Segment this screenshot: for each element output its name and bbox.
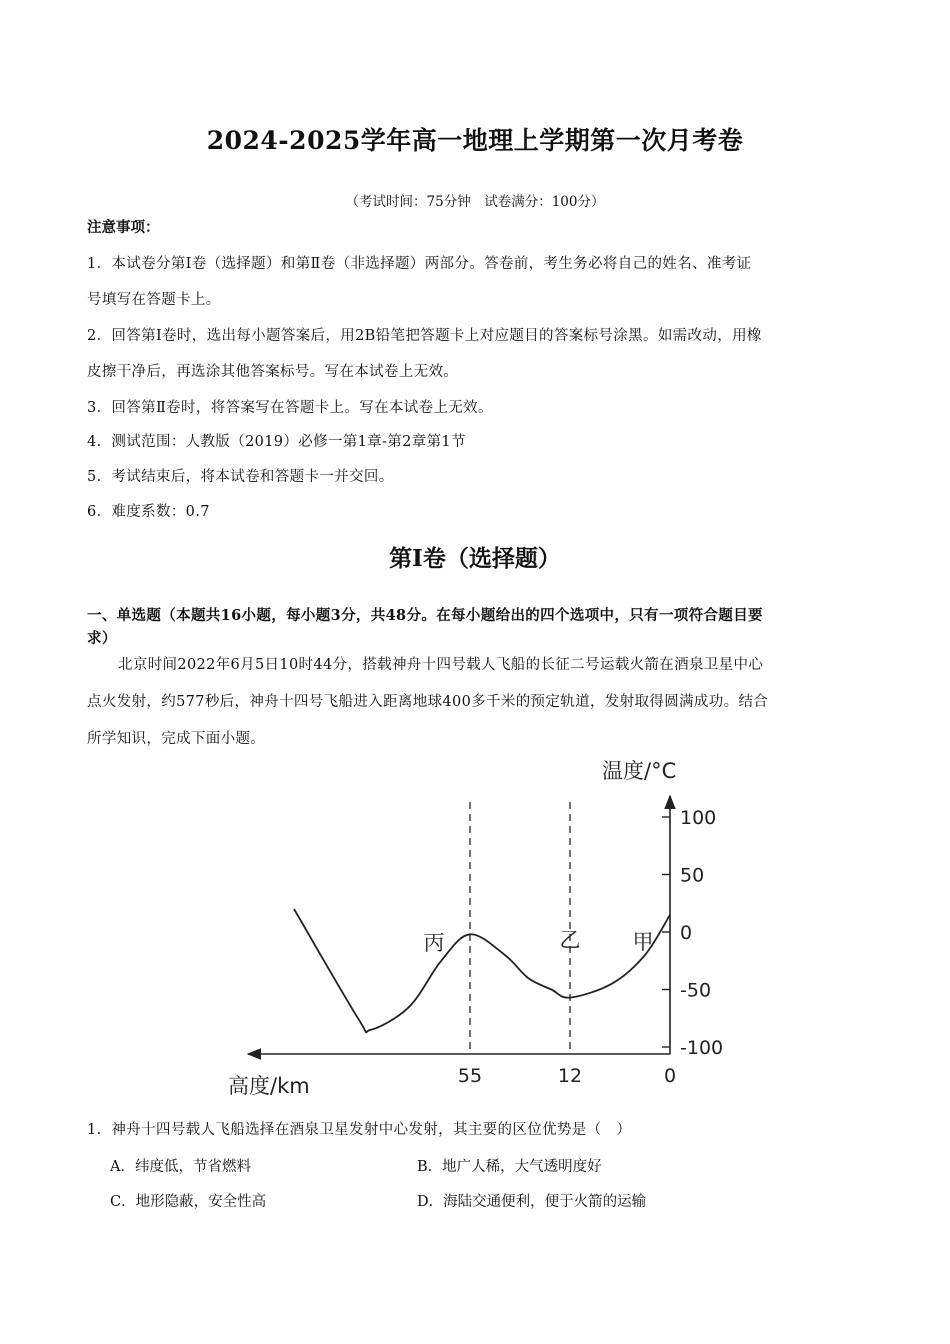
notice-heading: 注意事项：: [87, 219, 160, 236]
layer-label-jia: 甲: [632, 930, 654, 954]
question-stem: 1．神舟十四号载人飞船选择在酒泉卫星发射中心发射，其主要的区位优势是（ ）: [87, 1122, 632, 1138]
notice-line: 4．测试范围：人教版（2019）必修一第1章-第2章第1节: [87, 434, 466, 450]
x-tick-label: 55: [457, 1065, 483, 1087]
atmosphere-temperature-chart: [220, 748, 740, 1100]
layer-label-yi: 乙: [559, 928, 581, 952]
passage-line: 点火发射，约577秒后，神舟十四号飞船进入距离地球400多千米的预定轨道，发射取得圆满成功。结合: [87, 694, 769, 710]
notice-line: 号填写在答题卡上。: [87, 292, 221, 308]
option-d[interactable]: D．海陆交通便利，便于火箭的运输: [417, 1194, 647, 1210]
section-heading: 一、单选题（本题共16小题，每小题3分，共48分。在每小题给出的四个选项中，只有一项符合题目要: [87, 607, 763, 624]
y-tick-label: -50: [680, 979, 712, 1002]
notice-line: 1．本试卷分第Ⅰ卷（选择题）和第Ⅱ卷（非选择题）两部分。答卷前，考生务必将自己的姓名、准考证: [87, 256, 752, 272]
page-title: 2024-2025学年高一地理上学期第一次月考卷: [206, 126, 744, 155]
y-tick-label: 100: [680, 807, 717, 829]
notice-line: 5．考试结束后，将本试卷和答题卡一并交回。: [87, 469, 394, 485]
notice-line: 3．回答第Ⅱ卷时，将答案写在答题卡上。写在本试卷上无效。: [87, 400, 493, 416]
notice-line: 皮擦干净后，再选涂其他答案标号。写在本试卷上无效。: [87, 364, 459, 380]
option-c[interactable]: C．地形隐蔽，安全性高: [110, 1194, 267, 1210]
passage-line: 北京时间2022年6月5日10时44分，搭载神舟十四号载人飞船的长征二号运载火箭在酒泉卫星中心: [118, 657, 764, 673]
option-a[interactable]: A．纬度低，节省燃料: [110, 1159, 251, 1175]
x-axis-label: 高度/km: [228, 1074, 310, 1098]
exam-info: （考试时间：75分钟 试卷满分：100分）: [345, 194, 605, 210]
x-tick-label: 12: [557, 1065, 583, 1087]
y-tick-label: -100: [680, 1037, 724, 1059]
section-heading: 求）: [87, 630, 117, 647]
option-b[interactable]: B．地广人稀，大气透明度好: [417, 1159, 602, 1175]
y-tick-label: 50: [680, 864, 705, 887]
layer-label-bing: 丙: [423, 931, 445, 955]
notice-line: 2．回答第Ⅰ卷时，选出每小题答案后，用2B铅笔把答题卡上对应题目的答案标号涂黑。如需改动，用橡: [87, 328, 762, 344]
passage-line: 所学知识，完成下面小题。: [87, 731, 266, 747]
notice-line: 6．难度系数：0.7: [87, 504, 210, 520]
y-axis-label: 温度/°C: [602, 759, 677, 783]
x-tick-label: 0: [663, 1065, 677, 1087]
temperature-curve: [294, 909, 670, 1032]
y-tick-label: 0: [680, 922, 693, 944]
section-title: 第Ⅰ卷（选择题）: [389, 545, 561, 572]
